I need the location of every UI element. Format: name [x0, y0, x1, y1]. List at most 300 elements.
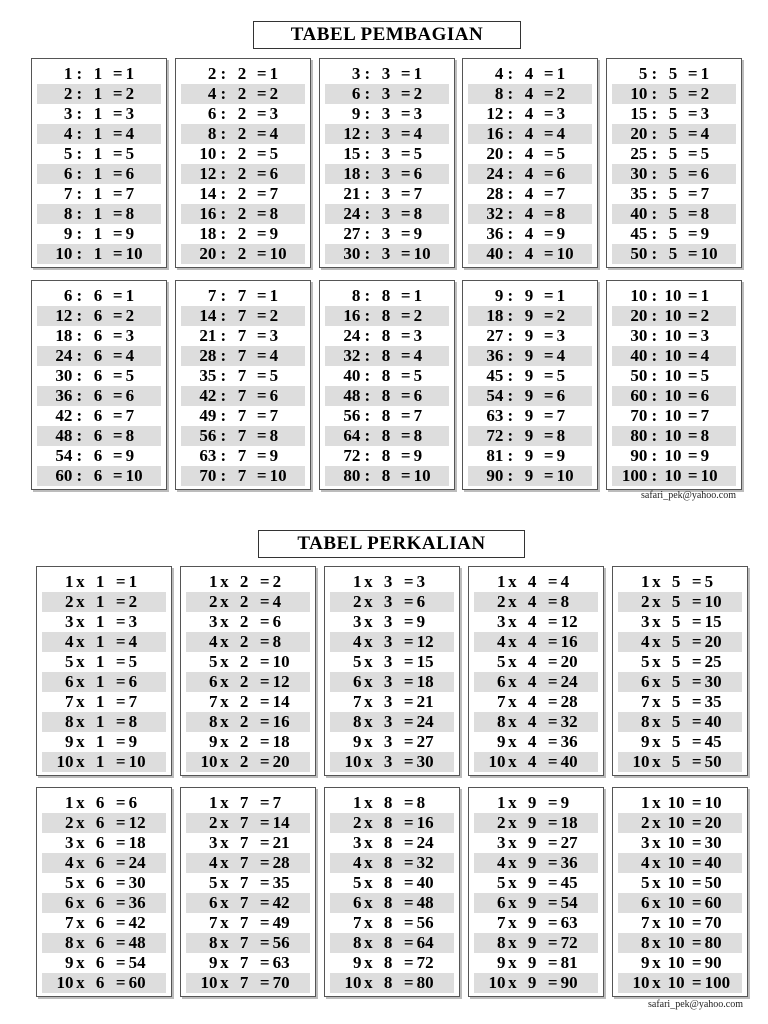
table-cell: 5: [128, 652, 138, 671]
table-cell: 70: [704, 913, 722, 932]
table-cell: x: [508, 933, 517, 952]
table-cell: =: [400, 164, 411, 183]
table-row: [330, 913, 454, 933]
table-cell: =: [115, 893, 126, 912]
table-cell: x: [220, 833, 229, 852]
table-cell: :: [220, 104, 227, 123]
table-cell: 6: [95, 813, 105, 832]
table-cell: 3: [64, 612, 74, 631]
table-cell: =: [687, 466, 698, 485]
table-cell: 6: [95, 893, 105, 912]
table-cell: =: [400, 306, 411, 325]
table-row: [186, 592, 310, 612]
table-cell: 10: [413, 244, 431, 263]
table-cell: =: [259, 853, 270, 872]
table-cell: 24: [486, 164, 504, 183]
table-cell: 10: [664, 406, 682, 425]
table-cell: x: [76, 672, 85, 691]
table-cell: 10: [664, 386, 682, 405]
table-cell: x: [508, 953, 517, 972]
table-cell: :: [220, 204, 227, 223]
table-cell: =: [691, 893, 702, 912]
table-row: [325, 406, 449, 426]
table-cell: :: [364, 406, 371, 425]
table-cell: =: [403, 592, 414, 611]
table-cell: :: [76, 84, 83, 103]
table-cell: 15: [416, 652, 434, 671]
table-cell: =: [115, 833, 126, 852]
table-cell: 9: [640, 732, 650, 751]
table-cell: =: [403, 672, 414, 691]
table-cell: 8: [383, 973, 393, 992]
table-cell: 2: [496, 813, 506, 832]
table-cell: 8: [269, 204, 279, 223]
table-cell: 1: [95, 672, 105, 691]
table-row: [42, 793, 166, 813]
table-row: [612, 466, 736, 486]
table-cell: 30: [416, 752, 434, 771]
table-cell: 18: [416, 672, 434, 691]
table-cell: =: [400, 466, 411, 485]
table-cell: x: [76, 732, 85, 751]
table-row: [468, 184, 592, 204]
table-cell: =: [259, 793, 270, 812]
table-cell: 7: [237, 466, 247, 485]
table-row: [42, 632, 166, 652]
table-row: [181, 386, 305, 406]
table-cell: =: [543, 466, 554, 485]
table-cell: 18: [55, 326, 73, 345]
table-cell: =: [112, 286, 123, 305]
table-row: [612, 164, 736, 184]
table-row: [330, 612, 454, 632]
table-row: [42, 692, 166, 712]
table-cell: 8: [556, 204, 566, 223]
table-cell: 54: [55, 446, 73, 465]
table-row: [37, 466, 161, 486]
table-cell: =: [256, 124, 267, 143]
table-cell: =: [112, 84, 123, 103]
table-cell: 6: [207, 104, 217, 123]
table-cell: 42: [55, 406, 73, 425]
table-row: [330, 833, 454, 853]
table-cell: 4: [524, 244, 534, 263]
table-cell: :: [220, 326, 227, 345]
table-cell: 2: [239, 732, 249, 751]
table-row: [181, 204, 305, 224]
table-row: [37, 124, 161, 144]
table-row: [325, 124, 449, 144]
table-cell: 4: [496, 632, 506, 651]
table-cell: x: [508, 672, 517, 691]
table-cell: 8: [381, 326, 391, 345]
table-row: [612, 64, 736, 84]
table-cell: 3: [381, 144, 391, 163]
table-cell: 3: [208, 612, 218, 631]
table-row: [37, 84, 161, 104]
table-cell: 27: [486, 326, 504, 345]
table-row: [42, 592, 166, 612]
table-cell: 20: [272, 752, 290, 771]
table-cell: =: [691, 692, 702, 711]
table-cell: 8: [383, 933, 393, 952]
table-cell: 9: [527, 953, 537, 972]
table-cell: 7: [413, 184, 423, 203]
table-cell: =: [400, 326, 411, 345]
table-cell: 7: [237, 306, 247, 325]
table-cell: 6: [496, 893, 506, 912]
table-cell: 1: [208, 572, 218, 591]
table-cell: 1: [93, 84, 103, 103]
table-cell: 7: [64, 692, 74, 711]
multiplication-title: TABEL PERKALIAN: [258, 530, 525, 558]
table-cell: 40: [416, 873, 434, 892]
table-cell: 8: [381, 306, 391, 325]
table-row: [325, 306, 449, 326]
table-cell: 30: [128, 873, 146, 892]
table-cell: :: [220, 84, 227, 103]
table-row: [474, 913, 598, 933]
table-cell: 6: [128, 672, 138, 691]
table-cell: 9: [269, 446, 279, 465]
table-cell: 80: [704, 933, 722, 952]
table-cell: 72: [560, 933, 578, 952]
table-cell: 48: [416, 893, 434, 912]
table-cell: 28: [199, 346, 217, 365]
table-row: [325, 84, 449, 104]
table-cell: 16: [199, 204, 217, 223]
table-cell: 54: [560, 893, 578, 912]
table-cell: =: [256, 84, 267, 103]
table-cell: 2: [63, 84, 73, 103]
table-cell: 36: [560, 732, 578, 751]
table-row: [618, 692, 742, 712]
table-cell: 70: [199, 466, 217, 485]
table-cell: 1: [352, 793, 362, 812]
table-cell: x: [220, 652, 229, 671]
table-cell: =: [115, 933, 126, 952]
table-cell: 5: [671, 652, 681, 671]
table-cell: 5: [63, 144, 73, 163]
table-cell: =: [256, 244, 267, 263]
table-cell: 40: [630, 204, 648, 223]
table-cell: 36: [486, 224, 504, 243]
table-cell: 9: [416, 612, 426, 631]
table-cell: 7: [352, 913, 362, 932]
table-row: [468, 224, 592, 244]
table-cell: x: [76, 813, 85, 832]
table-cell: x: [364, 973, 373, 992]
table-cell: 48: [55, 426, 73, 445]
table-cell: 15: [343, 144, 361, 163]
table-cell: 5: [700, 366, 710, 385]
table-cell: :: [507, 366, 514, 385]
table-cell: 9: [524, 366, 534, 385]
table-cell: =: [259, 692, 270, 711]
table-row: [325, 184, 449, 204]
table-cell: 7: [239, 933, 249, 952]
table-cell: =: [400, 64, 411, 83]
table-cell: 3: [556, 326, 566, 345]
table-cell: :: [220, 306, 227, 325]
table-cell: 4: [524, 104, 534, 123]
table-cell: 10: [704, 793, 722, 812]
table-cell: 9: [524, 326, 534, 345]
table-cell: 42: [199, 386, 217, 405]
table-cell: x: [220, 672, 229, 691]
table-cell: 9: [524, 286, 534, 305]
table-cell: =: [403, 612, 414, 631]
table-cell: 9: [64, 732, 74, 751]
table-cell: =: [112, 326, 123, 345]
table-cell: 1: [125, 286, 135, 305]
table-cell: 12: [128, 813, 146, 832]
table-row: [186, 572, 310, 592]
table-row: [618, 632, 742, 652]
table-cell: 8: [413, 426, 423, 445]
table-cell: :: [651, 306, 658, 325]
table-cell: 9: [125, 224, 135, 243]
table-cell: 9: [527, 893, 537, 912]
table-cell: =: [687, 326, 698, 345]
table-cell: =: [687, 204, 698, 223]
table-cell: 6: [93, 406, 103, 425]
table-cell: 10: [56, 973, 74, 992]
table-cell: 9: [527, 853, 537, 872]
table-cell: =: [259, 953, 270, 972]
table-cell: 2: [125, 306, 135, 325]
table-row: [186, 752, 310, 772]
table-cell: 10: [664, 346, 682, 365]
table-cell: :: [76, 104, 83, 123]
table-cell: x: [652, 953, 661, 972]
table-cell: :: [651, 84, 658, 103]
table-cell: 9: [556, 446, 566, 465]
table-cell: =: [687, 84, 698, 103]
table-cell: 6: [700, 164, 710, 183]
table-cell: 9: [556, 224, 566, 243]
table-cell: 9: [208, 732, 218, 751]
table-cell: =: [115, 612, 126, 631]
table-cell: x: [508, 572, 517, 591]
table-cell: 3: [128, 612, 138, 631]
table-cell: :: [364, 84, 371, 103]
table-cell: =: [543, 426, 554, 445]
table-cell: =: [691, 752, 702, 771]
table-cell: :: [507, 244, 514, 263]
table-cell: 3: [383, 572, 393, 591]
table-cell: 10: [667, 793, 685, 812]
table-cell: 63: [199, 446, 217, 465]
table-cell: 45: [560, 873, 578, 892]
table-cell: 5: [125, 366, 135, 385]
table-row: [181, 64, 305, 84]
table-cell: 2: [239, 752, 249, 771]
table-cell: 7: [207, 286, 217, 305]
table-row: [42, 913, 166, 933]
table-cell: =: [256, 346, 267, 365]
table-cell: =: [687, 184, 698, 203]
table-cell: =: [691, 632, 702, 651]
table-cell: 28: [486, 184, 504, 203]
division-table-7: [175, 280, 311, 490]
table-cell: =: [687, 124, 698, 143]
table-cell: x: [652, 592, 661, 611]
division-title: TABEL PEMBAGIAN: [253, 21, 521, 49]
table-cell: x: [508, 632, 517, 651]
table-cell: 90: [560, 973, 578, 992]
table-row: [612, 224, 736, 244]
table-cell: x: [508, 873, 517, 892]
table-row: [468, 84, 592, 104]
table-row: [42, 973, 166, 993]
table-cell: x: [220, 732, 229, 751]
table-cell: 9: [524, 426, 534, 445]
table-cell: 7: [125, 406, 135, 425]
table-cell: =: [547, 632, 558, 651]
table-cell: 2: [556, 306, 566, 325]
table-cell: x: [76, 853, 85, 872]
table-cell: :: [651, 446, 658, 465]
table-cell: :: [364, 104, 371, 123]
table-cell: x: [220, 893, 229, 912]
table-cell: 36: [55, 386, 73, 405]
table-cell: 1: [93, 124, 103, 143]
table-row: [325, 326, 449, 346]
table-cell: =: [547, 853, 558, 872]
table-cell: 8: [383, 893, 393, 912]
table-cell: x: [652, 833, 661, 852]
table-cell: 27: [560, 833, 578, 852]
table-cell: 1: [496, 572, 506, 591]
table-row: [468, 386, 592, 406]
table-cell: =: [547, 933, 558, 952]
table-cell: =: [400, 104, 411, 123]
table-cell: 3: [496, 833, 506, 852]
table-row: [325, 366, 449, 386]
table-cell: =: [112, 244, 123, 263]
table-row: [186, 873, 310, 893]
table-cell: :: [364, 386, 371, 405]
table-cell: 8: [494, 84, 504, 103]
table-cell: 2: [239, 572, 249, 591]
table-cell: 2: [237, 164, 247, 183]
table-cell: 21: [272, 833, 290, 852]
table-cell: 6: [93, 346, 103, 365]
table-cell: x: [220, 592, 229, 611]
table-cell: 45: [630, 224, 648, 243]
table-cell: =: [543, 346, 554, 365]
table-cell: =: [400, 386, 411, 405]
table-cell: :: [220, 144, 227, 163]
table-row: [618, 973, 742, 993]
table-cell: =: [259, 752, 270, 771]
table-row: [37, 446, 161, 466]
table-row: [42, 933, 166, 953]
table-cell: =: [543, 406, 554, 425]
table-cell: 6: [95, 833, 105, 852]
table-cell: 8: [269, 426, 279, 445]
table-cell: 1: [269, 286, 279, 305]
table-cell: 90: [630, 446, 648, 465]
table-cell: 1: [413, 64, 423, 83]
table-cell: x: [364, 893, 373, 912]
table-cell: 9: [524, 466, 534, 485]
table-cell: x: [364, 572, 373, 591]
table-cell: 2: [239, 672, 249, 691]
table-cell: 3: [640, 612, 650, 631]
table-cell: 56: [272, 933, 290, 952]
table-cell: 18: [128, 833, 146, 852]
table-cell: =: [691, 592, 702, 611]
table-cell: 5: [413, 366, 423, 385]
table-cell: x: [508, 712, 517, 731]
table-cell: 1: [700, 64, 710, 83]
table-cell: x: [652, 873, 661, 892]
table-cell: :: [364, 306, 371, 325]
table-cell: 8: [351, 286, 361, 305]
table-cell: =: [691, 652, 702, 671]
table-row: [618, 833, 742, 853]
table-cell: 30: [704, 833, 722, 852]
table-cell: x: [76, 692, 85, 711]
table-row: [618, 712, 742, 732]
table-cell: 6: [93, 326, 103, 345]
table-cell: 3: [700, 326, 710, 345]
table-cell: 7: [125, 184, 135, 203]
table-cell: =: [687, 164, 698, 183]
table-cell: 42: [272, 893, 290, 912]
table-cell: 25: [630, 144, 648, 163]
table-cell: =: [115, 712, 126, 731]
table-row: [37, 204, 161, 224]
table-cell: 16: [416, 813, 434, 832]
division-table-9: [462, 280, 598, 490]
table-cell: 1: [95, 712, 105, 731]
table-cell: :: [76, 144, 83, 163]
table-cell: 4: [125, 346, 135, 365]
table-cell: 6: [64, 672, 74, 691]
table-cell: :: [507, 84, 514, 103]
table-row: [330, 873, 454, 893]
table-cell: 10: [488, 752, 506, 771]
table-cell: 10: [630, 84, 648, 103]
table-cell: 8: [125, 426, 135, 445]
table-cell: 5: [668, 224, 678, 243]
table-cell: x: [364, 732, 373, 751]
table-row: [474, 752, 598, 772]
table-cell: =: [112, 144, 123, 163]
table-cell: 5: [668, 184, 678, 203]
table-cell: 7: [128, 692, 138, 711]
table-cell: 6: [413, 386, 423, 405]
table-cell: =: [403, 933, 414, 952]
table-cell: x: [220, 853, 229, 872]
table-cell: 6: [93, 386, 103, 405]
table-row: [42, 853, 166, 873]
table-row: [181, 84, 305, 104]
table-row: [42, 893, 166, 913]
table-cell: =: [256, 466, 267, 485]
table-row: [468, 104, 592, 124]
table-row: [325, 386, 449, 406]
table-cell: x: [76, 933, 85, 952]
table-cell: :: [220, 366, 227, 385]
table-cell: =: [112, 224, 123, 243]
table-cell: 10: [55, 244, 73, 263]
table-cell: 9: [700, 446, 710, 465]
table-cell: 10: [199, 144, 217, 163]
